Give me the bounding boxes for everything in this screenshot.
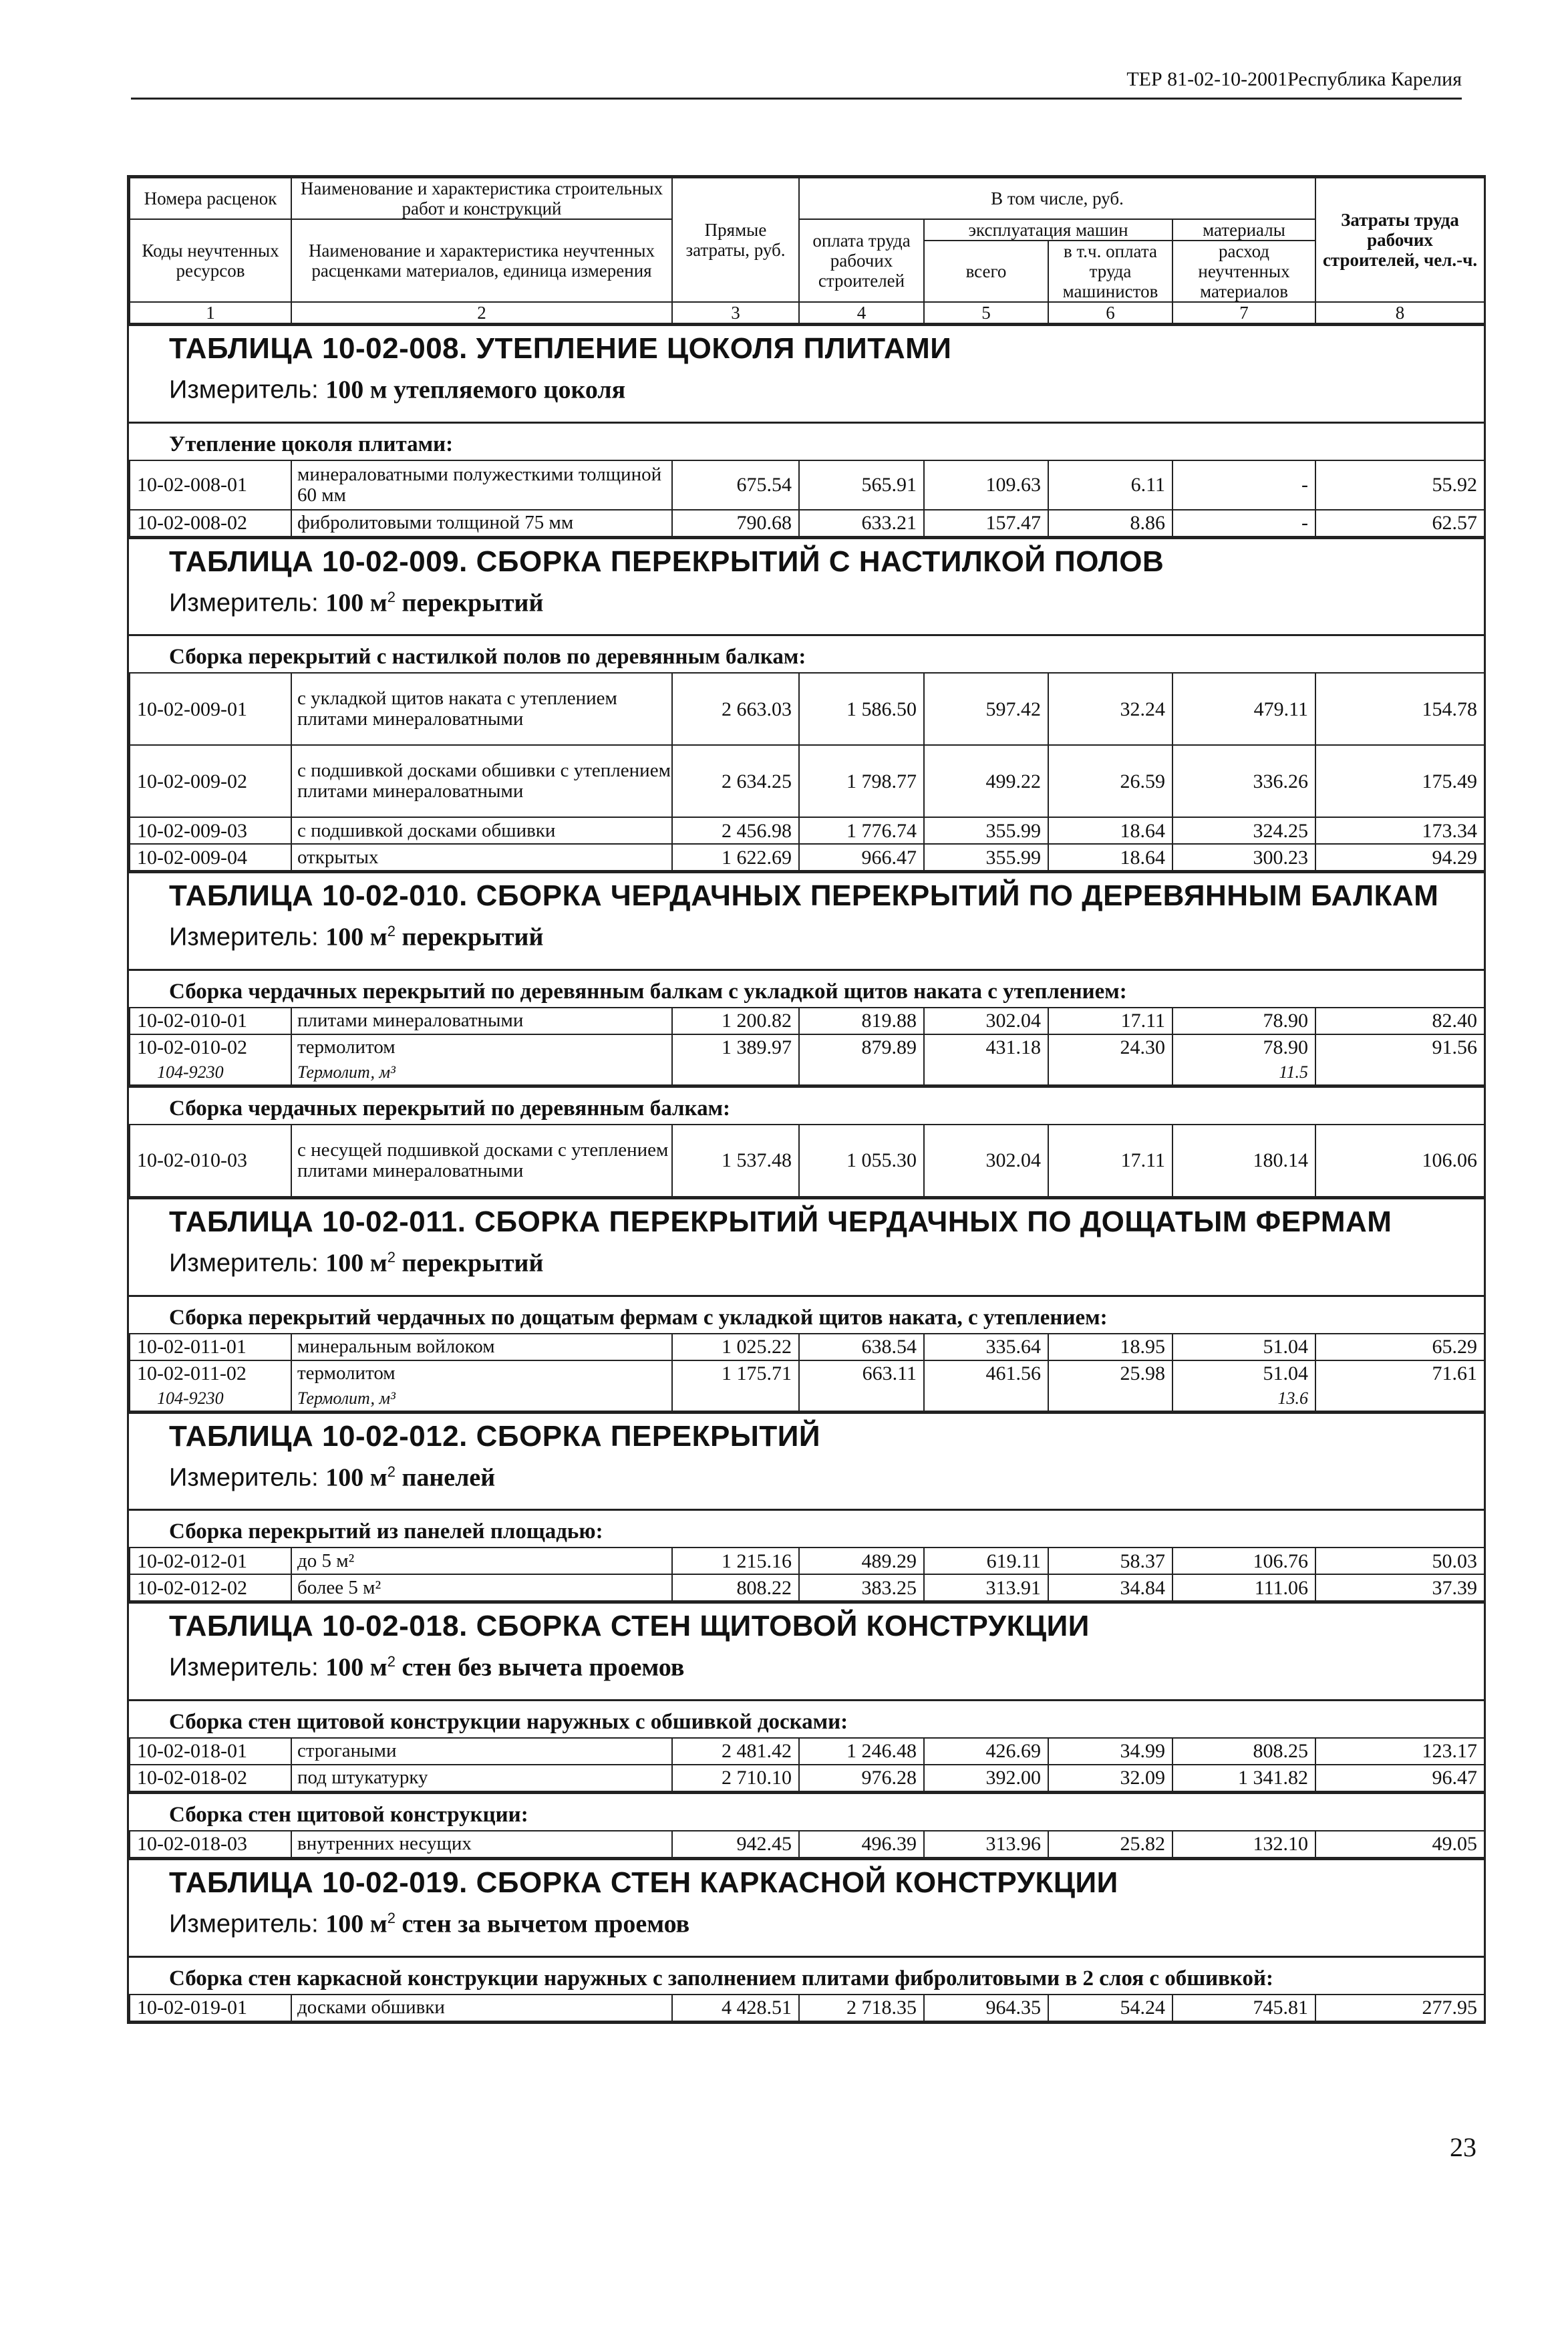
value-cell: 18.64 bbox=[1048, 844, 1172, 871]
table-section bbox=[129, 1197, 1484, 1412]
page-header bbox=[131, 67, 1462, 100]
value-cell: 392.00 bbox=[924, 1765, 1048, 1791]
col3-header: Прямые затраты, руб. bbox=[672, 178, 799, 302]
rate-code: 10-02-008-01 bbox=[130, 460, 291, 510]
resource-name: Термолит, м³ bbox=[291, 1386, 672, 1411]
value-cell: 154.78 bbox=[1315, 673, 1484, 745]
group-label: Сборка перекрытий чердачных по дощатым фермам с укладкой щитов наката, с утеплением: bbox=[129, 1295, 1484, 1333]
value-cell: 633.21 bbox=[799, 510, 924, 537]
measure-suffix: перекрытий bbox=[395, 1249, 544, 1278]
value-cell: 49.05 bbox=[1315, 1831, 1484, 1858]
empty-cell bbox=[672, 1060, 799, 1085]
rate-code: 10-02-009-03 bbox=[130, 817, 291, 844]
measure-value: 100 м утепляемого цоколя bbox=[325, 376, 626, 404]
table-row bbox=[130, 1008, 1484, 1034]
materials-header: материалы bbox=[1172, 219, 1315, 241]
table-measure bbox=[129, 1645, 1484, 1699]
value-cell: 65.29 bbox=[1315, 1334, 1484, 1360]
rate-code: 10-02-010-02 bbox=[130, 1034, 291, 1060]
work-description: с подшивкой досками обшивки с утеплением плитами минераловатными bbox=[291, 745, 672, 817]
work-description: плитами минераловатными bbox=[291, 1008, 672, 1034]
measure-superscript: 2 bbox=[387, 1653, 396, 1670]
empty-cell bbox=[924, 1386, 1048, 1411]
value-cell: 2 663.03 bbox=[672, 673, 799, 745]
rates-table bbox=[129, 1994, 1485, 2022]
work-description: термолитом bbox=[291, 1360, 672, 1386]
col8-header: Затраты труда рабочих строителей, чел.-ч. bbox=[1315, 178, 1484, 302]
col-number: 3 bbox=[672, 302, 799, 323]
measure-suffix: стен за вычетом проемов bbox=[395, 1910, 690, 1938]
value-cell: 1 175.71 bbox=[672, 1360, 799, 1386]
rate-code: 10-02-009-02 bbox=[130, 745, 291, 817]
table-row bbox=[130, 745, 1484, 817]
value-cell: 78.90 bbox=[1172, 1008, 1315, 1034]
value-cell: 25.82 bbox=[1048, 1831, 1172, 1858]
work-description: до 5 м² bbox=[291, 1548, 672, 1574]
work-description: строгаными bbox=[291, 1738, 672, 1765]
value-cell: 663.11 bbox=[799, 1360, 924, 1386]
value-cell: 37.39 bbox=[1315, 1574, 1484, 1601]
table-measure bbox=[129, 581, 1484, 635]
unaccounted-material-row bbox=[130, 1060, 1484, 1085]
value-cell: 51.04 bbox=[1172, 1360, 1315, 1386]
table-row bbox=[130, 1765, 1484, 1791]
value-cell: 879.89 bbox=[799, 1034, 924, 1060]
work-description: с подшивкой досками обшивки bbox=[291, 817, 672, 844]
col-number: 1 bbox=[130, 302, 291, 323]
col1-bottom-header: Коды неучтенных ресурсов bbox=[130, 219, 291, 302]
table-row bbox=[130, 1995, 1484, 2021]
value-cell: 790.68 bbox=[672, 510, 799, 537]
table-row bbox=[130, 1738, 1484, 1765]
table-row bbox=[130, 1360, 1484, 1386]
value-cell: 123.17 bbox=[1315, 1738, 1484, 1765]
empty-cell bbox=[799, 1386, 924, 1411]
table-row bbox=[130, 844, 1484, 871]
value-cell: 111.06 bbox=[1172, 1574, 1315, 1601]
resource-quantity: 11.5 bbox=[1172, 1060, 1315, 1085]
empty-cell bbox=[924, 1060, 1048, 1085]
group-label: Сборка стен каркасной конструкции наружных с заполнением плитами фибролитовыми в 2 слоя с обшивкой: bbox=[129, 1956, 1484, 1994]
measure-suffix: стен без вычета проемов bbox=[395, 1653, 685, 1682]
value-cell: 58.37 bbox=[1048, 1548, 1172, 1574]
including-header: В том числе, руб. bbox=[799, 178, 1315, 219]
value-cell: 808.25 bbox=[1172, 1738, 1315, 1765]
value-cell: 6.11 bbox=[1048, 460, 1172, 510]
value-cell: 24.30 bbox=[1048, 1034, 1172, 1060]
value-cell: 180.14 bbox=[1172, 1125, 1315, 1197]
table-section bbox=[129, 1412, 1484, 1602]
table-title: ТАБЛИЦА 10-02-018. СБОРКА СТЕН ЩИТОВОЙ КОНСТРУКЦИИ bbox=[169, 1610, 1090, 1643]
rates-table bbox=[129, 1007, 1485, 1086]
value-cell: 18.95 bbox=[1048, 1334, 1172, 1360]
value-cell: 50.03 bbox=[1315, 1548, 1484, 1574]
value-cell: 1 215.16 bbox=[672, 1548, 799, 1574]
measure-suffix: панелей bbox=[395, 1463, 496, 1492]
col1-top-header: Номера расценок bbox=[130, 178, 291, 219]
value-cell: 157.47 bbox=[924, 510, 1048, 537]
empty-cell bbox=[1315, 1386, 1484, 1411]
value-cell: 355.99 bbox=[924, 844, 1048, 871]
value-cell: 976.28 bbox=[799, 1765, 924, 1791]
value-cell: 597.42 bbox=[924, 673, 1048, 745]
table-row bbox=[130, 673, 1484, 745]
value-cell: 1 200.82 bbox=[672, 1008, 799, 1034]
page-number: 23 bbox=[1450, 2132, 1476, 2162]
value-cell: 25.98 bbox=[1048, 1360, 1172, 1386]
value-cell: 82.40 bbox=[1315, 1008, 1484, 1034]
table-row bbox=[130, 817, 1484, 844]
value-cell: 302.04 bbox=[924, 1125, 1048, 1197]
work-description: термолитом bbox=[291, 1034, 672, 1060]
value-cell: 300.23 bbox=[1172, 844, 1315, 871]
column-header bbox=[129, 177, 1485, 324]
value-cell: 1 389.97 bbox=[672, 1034, 799, 1060]
value-cell: 355.99 bbox=[924, 817, 1048, 844]
table-section bbox=[129, 324, 1484, 537]
value-cell: 808.22 bbox=[672, 1574, 799, 1601]
value-cell: 1 341.82 bbox=[1172, 1765, 1315, 1791]
value-cell: 34.84 bbox=[1048, 1574, 1172, 1601]
rate-code: 10-02-012-01 bbox=[130, 1548, 291, 1574]
resource-code: 104-9230 bbox=[130, 1060, 291, 1085]
value-cell: 461.56 bbox=[924, 1360, 1048, 1386]
table-row bbox=[130, 460, 1484, 510]
value-cell: 1 055.30 bbox=[799, 1125, 924, 1197]
table-measure bbox=[129, 1455, 1484, 1509]
value-cell: 71.61 bbox=[1315, 1360, 1484, 1386]
work-description: внутренних несущих bbox=[291, 1831, 672, 1858]
measure-value: 100 м bbox=[325, 1249, 387, 1278]
value-cell: 324.25 bbox=[1172, 817, 1315, 844]
measure-suffix: перекрытий bbox=[395, 589, 544, 617]
value-cell: 1 776.74 bbox=[799, 817, 924, 844]
table-section bbox=[129, 537, 1484, 872]
value-cell: 91.56 bbox=[1315, 1034, 1484, 1060]
measure-prefix: Измеритель: bbox=[169, 1653, 326, 1682]
col-number: 6 bbox=[1048, 302, 1172, 323]
value-cell: 277.95 bbox=[1315, 1995, 1484, 2021]
group-label: Сборка перекрытий из панелей площадью: bbox=[129, 1509, 1484, 1547]
table-measure bbox=[129, 1902, 1484, 1956]
price-table bbox=[127, 175, 1486, 2024]
value-cell: 1 798.77 bbox=[799, 745, 924, 817]
resource-code: 104-9230 bbox=[130, 1386, 291, 1411]
measure-value: 100 м bbox=[325, 1910, 387, 1938]
value-cell: 966.47 bbox=[799, 844, 924, 871]
measure-prefix: Измеритель: bbox=[169, 1910, 326, 1938]
measure-superscript: 2 bbox=[387, 1248, 396, 1266]
value-cell: 109.63 bbox=[924, 460, 1048, 510]
table-section bbox=[129, 1858, 1484, 2022]
value-cell: 51.04 bbox=[1172, 1334, 1315, 1360]
value-cell: 431.18 bbox=[924, 1034, 1048, 1060]
value-cell: 675.54 bbox=[672, 460, 799, 510]
value-cell: 1 537.48 bbox=[672, 1125, 799, 1197]
value-cell: 479.11 bbox=[1172, 673, 1315, 745]
value-cell: 2 634.25 bbox=[672, 745, 799, 817]
value-cell: 8.86 bbox=[1048, 510, 1172, 537]
measure-superscript: 2 bbox=[387, 923, 396, 940]
group-label: Сборка чердачных перекрытий по деревянным балкам: bbox=[129, 1086, 1484, 1124]
table-section bbox=[129, 1602, 1484, 1858]
value-cell: 499.22 bbox=[924, 745, 1048, 817]
work-description: с укладкой щитов наката с утеплением плитами минераловатными bbox=[291, 673, 672, 745]
rate-code: 10-02-018-01 bbox=[130, 1738, 291, 1765]
rate-code: 10-02-010-03 bbox=[130, 1125, 291, 1197]
empty-cell bbox=[1315, 1060, 1484, 1085]
value-cell: - bbox=[1172, 460, 1315, 510]
measure-value: 100 м bbox=[325, 1463, 387, 1492]
table-row bbox=[130, 1548, 1484, 1574]
work-description: минераловатными полужесткими толщиной 60 мм bbox=[291, 460, 672, 510]
value-cell: 1 586.50 bbox=[799, 673, 924, 745]
col-number: 5 bbox=[924, 302, 1048, 323]
rate-code: 10-02-009-01 bbox=[130, 673, 291, 745]
measure-value: 100 м bbox=[325, 923, 387, 951]
rate-code: 10-02-010-01 bbox=[130, 1008, 291, 1034]
value-cell: 55.92 bbox=[1315, 460, 1484, 510]
work-description: минеральным войлоком bbox=[291, 1334, 672, 1360]
value-cell: 638.54 bbox=[799, 1334, 924, 1360]
value-cell: 62.57 bbox=[1315, 510, 1484, 537]
value-cell: 1 622.69 bbox=[672, 844, 799, 871]
value-cell: 18.64 bbox=[1048, 817, 1172, 844]
measure-prefix: Измеритель: bbox=[169, 589, 326, 617]
group-label: Утепление цоколя плитами: bbox=[129, 422, 1484, 460]
value-cell: 489.29 bbox=[799, 1548, 924, 1574]
work-description: фибролитовыми толщиной 75 мм bbox=[291, 510, 672, 537]
table-title: ТАБЛИЦА 10-02-008. УТЕПЛЕНИЕ ЦОКОЛЯ ПЛИТАМИ bbox=[169, 332, 952, 365]
value-cell: 2 710.10 bbox=[672, 1765, 799, 1791]
value-cell: 78.90 bbox=[1172, 1034, 1315, 1060]
value-cell: 106.76 bbox=[1172, 1548, 1315, 1574]
table-row bbox=[130, 1831, 1484, 1858]
value-cell: 302.04 bbox=[924, 1008, 1048, 1034]
col2-top-header: Наименование и характеристика строительных работ и конструкций bbox=[291, 178, 672, 219]
value-cell: - bbox=[1172, 510, 1315, 537]
measure-suffix: перекрытий bbox=[395, 923, 544, 951]
work-description: досками обшивки bbox=[291, 1995, 672, 2021]
measure-superscript: 2 bbox=[387, 1463, 396, 1480]
value-cell: 17.11 bbox=[1048, 1008, 1172, 1034]
table-measure bbox=[129, 368, 1484, 422]
rate-code: 10-02-018-02 bbox=[130, 1765, 291, 1791]
value-cell: 96.47 bbox=[1315, 1765, 1484, 1791]
col4-header: оплата труда рабочих строителей bbox=[799, 219, 924, 302]
table-measure bbox=[129, 915, 1484, 969]
rates-table bbox=[129, 460, 1485, 537]
value-cell: 745.81 bbox=[1172, 1995, 1315, 2021]
table-title: ТАБЛИЦА 10-02-010. СБОРКА ЧЕРДАЧНЫХ ПЕРЕКРЫТИЙ ПО ДЕРЕВЯННЫМ БАЛКАМ bbox=[169, 879, 1439, 913]
rates-table bbox=[129, 1737, 1485, 1792]
value-cell: 26.59 bbox=[1048, 745, 1172, 817]
measure-superscript: 2 bbox=[387, 588, 396, 605]
rate-code: 10-02-011-02 bbox=[130, 1360, 291, 1386]
unaccounted-material-row bbox=[130, 1386, 1484, 1411]
empty-cell bbox=[1048, 1386, 1172, 1411]
work-description: с несущей подшивкой досками с утеплением плитами минераловатными bbox=[291, 1125, 672, 1197]
group-label: Сборка чердачных перекрытий по деревянным балкам с укладкой щитов наката с утеплением: bbox=[129, 969, 1484, 1007]
value-cell: 819.88 bbox=[799, 1008, 924, 1034]
work-description: открытых bbox=[291, 844, 672, 871]
value-cell: 964.35 bbox=[924, 1995, 1048, 2021]
value-cell: 2 718.35 bbox=[799, 1995, 924, 2021]
group-label: Сборка стен щитовой конструкции: bbox=[129, 1792, 1484, 1830]
table-row bbox=[130, 1034, 1484, 1060]
value-cell: 2 481.42 bbox=[672, 1738, 799, 1765]
rate-code: 10-02-012-02 bbox=[130, 1574, 291, 1601]
value-cell: 313.91 bbox=[924, 1574, 1048, 1601]
col6-header: в т.ч. оплата труда машинистов bbox=[1048, 241, 1172, 302]
value-cell: 383.25 bbox=[799, 1574, 924, 1601]
measure-prefix: Измеритель: bbox=[169, 923, 326, 951]
rate-code: 10-02-009-04 bbox=[130, 844, 291, 871]
rate-code: 10-02-008-02 bbox=[130, 510, 291, 537]
table-row bbox=[130, 510, 1484, 537]
value-cell: 32.24 bbox=[1048, 673, 1172, 745]
table-section bbox=[129, 871, 1484, 1197]
col7-header: расход неучтенных материалов bbox=[1172, 241, 1315, 302]
value-cell: 94.29 bbox=[1315, 844, 1484, 871]
table-title: ТАБЛИЦА 10-02-011. СБОРКА ПЕРЕКРЫТИЙ ЧЕРДАЧНЫХ ПО ДОЩАТЫМ ФЕРМАМ bbox=[169, 1205, 1392, 1238]
group-label: Сборка стен щитовой конструкции наружных с обшивкой досками: bbox=[129, 1699, 1484, 1737]
value-cell: 106.06 bbox=[1315, 1125, 1484, 1197]
measure-superscript: 2 bbox=[387, 1909, 396, 1926]
col5-header: всего bbox=[924, 241, 1048, 302]
value-cell: 1 246.48 bbox=[799, 1738, 924, 1765]
col-number: 4 bbox=[799, 302, 924, 323]
table-row bbox=[130, 1574, 1484, 1601]
work-description: под штукатурку bbox=[291, 1765, 672, 1791]
table-sections bbox=[129, 324, 1484, 2022]
value-cell: 173.34 bbox=[1315, 817, 1484, 844]
rate-code: 10-02-019-01 bbox=[130, 1995, 291, 2021]
value-cell: 335.64 bbox=[924, 1334, 1048, 1360]
col2-bottom-header: Наименование и характеристика неучтенных расценками материалов, единица измерения bbox=[291, 219, 672, 302]
rates-table bbox=[129, 1830, 1485, 1858]
rates-table bbox=[129, 1124, 1485, 1197]
table-title: ТАБЛИЦА 10-02-012. СБОРКА ПЕРЕКРЫТИЙ bbox=[169, 1419, 820, 1453]
machines-header: эксплуатация машин bbox=[924, 219, 1172, 241]
measure-prefix: Измеритель: bbox=[169, 1463, 326, 1492]
col-number: 2 bbox=[291, 302, 672, 323]
rates-table bbox=[129, 1547, 1485, 1602]
rate-code: 10-02-011-01 bbox=[130, 1334, 291, 1360]
measure-prefix: Измеритель: bbox=[169, 376, 326, 404]
value-cell: 496.39 bbox=[799, 1831, 924, 1858]
value-cell: 942.45 bbox=[672, 1831, 799, 1858]
value-cell: 34.99 bbox=[1048, 1738, 1172, 1765]
rates-table bbox=[129, 672, 1485, 871]
measure-prefix: Измеритель: bbox=[169, 1249, 326, 1278]
col-number: 8 bbox=[1315, 302, 1484, 323]
value-cell: 619.11 bbox=[924, 1548, 1048, 1574]
table-title: ТАБЛИЦА 10-02-009. СБОРКА ПЕРЕКРЫТИЙ С НАСТИЛКОЙ ПОЛОВ bbox=[169, 545, 1164, 578]
table-title: ТАБЛИЦА 10-02-019. СБОРКА СТЕН КАРКАСНОЙ КОНСТРУКЦИИ bbox=[169, 1866, 1118, 1899]
value-cell: 565.91 bbox=[799, 460, 924, 510]
value-cell: 313.96 bbox=[924, 1831, 1048, 1858]
value-cell: 132.10 bbox=[1172, 1831, 1315, 1858]
rate-code: 10-02-018-03 bbox=[130, 1831, 291, 1858]
value-cell: 175.49 bbox=[1315, 745, 1484, 817]
measure-value: 100 м bbox=[325, 589, 387, 617]
empty-cell bbox=[799, 1060, 924, 1085]
table-row bbox=[130, 1334, 1484, 1360]
value-cell: 426.69 bbox=[924, 1738, 1048, 1765]
value-cell: 336.26 bbox=[1172, 745, 1315, 817]
table-measure bbox=[129, 1241, 1484, 1295]
value-cell: 4 428.51 bbox=[672, 1995, 799, 2021]
resource-name: Термолит, м³ bbox=[291, 1060, 672, 1085]
value-cell: 1 025.22 bbox=[672, 1334, 799, 1360]
resource-quantity: 13.6 bbox=[1172, 1386, 1315, 1411]
value-cell: 2 456.98 bbox=[672, 817, 799, 844]
value-cell: 54.24 bbox=[1048, 1995, 1172, 2021]
group-label: Сборка перекрытий с настилкой полов по деревянным балкам: bbox=[129, 634, 1484, 672]
measure-value: 100 м bbox=[325, 1653, 387, 1682]
value-cell: 32.09 bbox=[1048, 1765, 1172, 1791]
empty-cell bbox=[672, 1386, 799, 1411]
rates-table bbox=[129, 1333, 1485, 1412]
document-reference: ТЕР 81-02-10-2001Республика Карелия bbox=[1126, 68, 1462, 90]
col-number: 7 bbox=[1172, 302, 1315, 323]
empty-cell bbox=[1048, 1060, 1172, 1085]
work-description: более 5 м² bbox=[291, 1574, 672, 1601]
table-row bbox=[130, 1125, 1484, 1197]
value-cell: 17.11 bbox=[1048, 1125, 1172, 1197]
